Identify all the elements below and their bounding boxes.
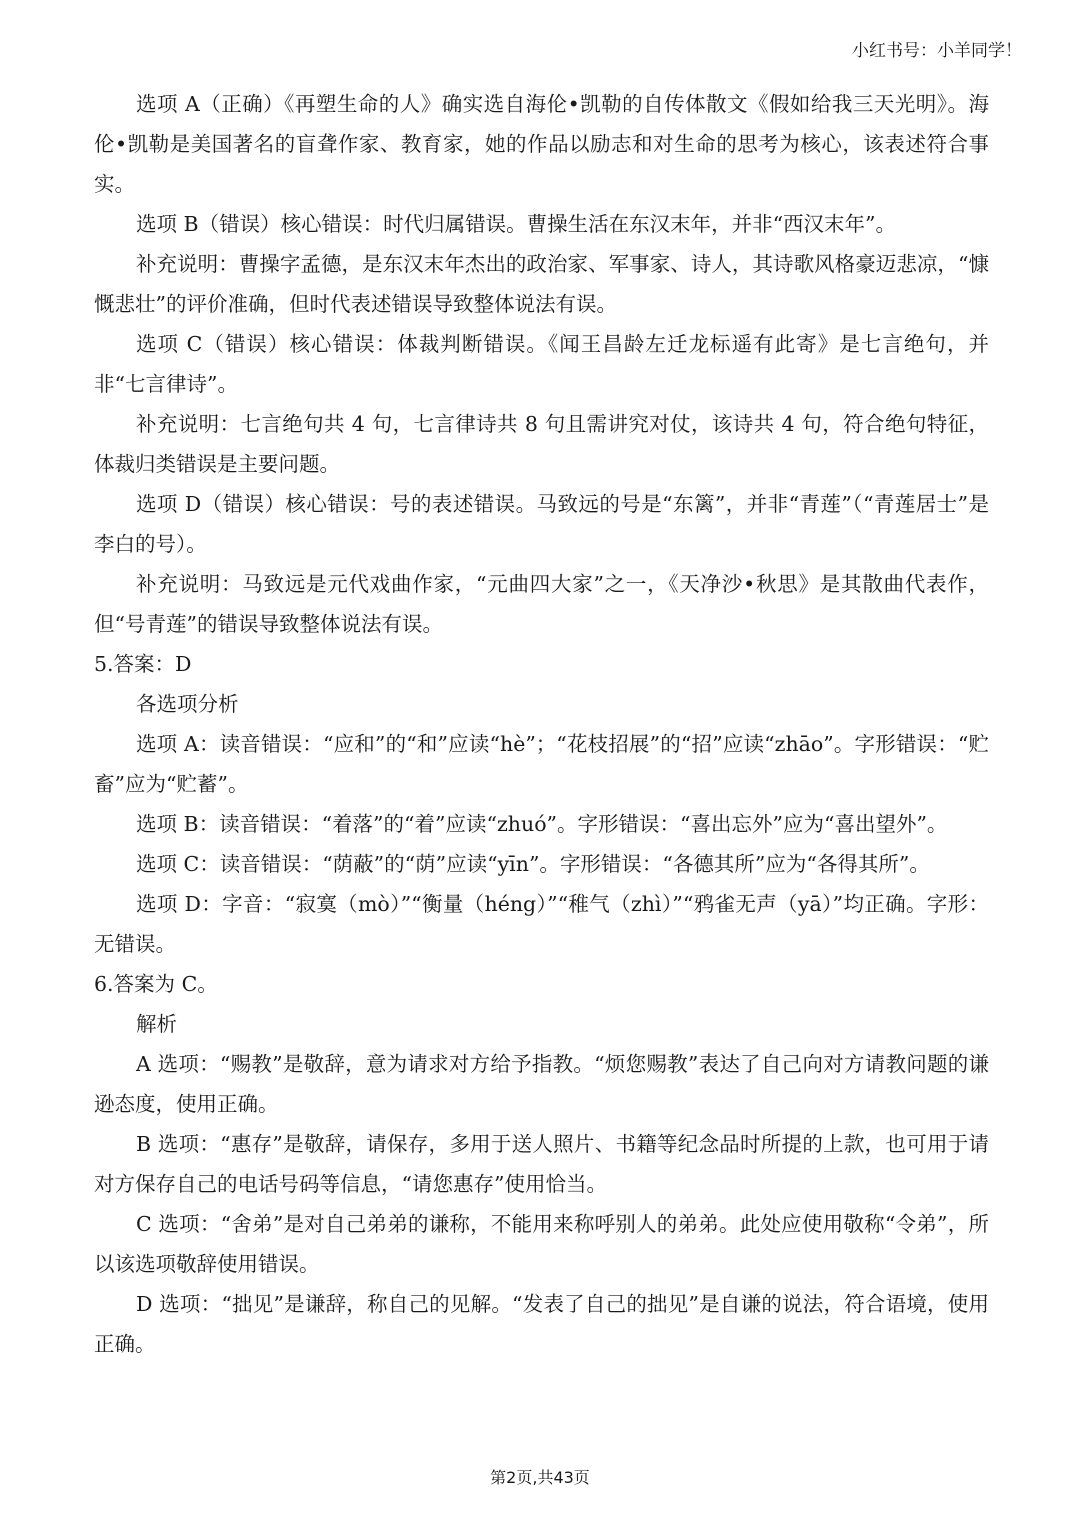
paragraph: 补充说明：七言绝句共 4 句，七言律诗共 8 句且需讲究对仗，该诗共 4 句，符合绝句特征，体裁归类错误是主要问题。: [94, 412, 989, 476]
paragraph: C 选项：“舍弟”是对自己弟弟的谦称，不能用来称呼别人的弟弟。此处应使用敬称“令弟”，所以该选项敬辞使用错误。: [94, 1212, 989, 1276]
paragraph: 选项 A（正确）《再塑生命的人》确实选自海伦•凯勒的自传体散文《假如给我三天光明》。海伦•凯勒是美国著名的盲聋作家、教育家，她的作品以励志和对生命的思考为核心，该表述符合事实。: [94, 92, 989, 196]
paragraph: 选项 D：字音：“寂寞（mò）”“衡量（héng）”“稚气（zhì）”“鸦雀无声（yā）”均正确。字形：无错误。: [94, 892, 989, 956]
document-body: [94, 84, 989, 1364]
paragraph: 选项 C（错误）核心错误：体裁判断错误。《闻王昌龄左迁龙标遥有此寄》是七言绝句，并非“七言律诗”。: [94, 332, 989, 396]
paragraph: 选项 A：读音错误：“应和”的“和”应读“hè”；“花枝招展”的“招”应读“zhāo”。字形错误：“贮畜”应为“贮蓄”。: [94, 732, 989, 796]
paragraph: 选项 D（错误）核心错误：号的表述错误。马致远的号是“东篱”，并非“青莲”（“青莲居士”是李白的号）。: [94, 492, 989, 556]
paragraph: 补充说明：曹操字孟德，是东汉末年杰出的政治家、军事家、诗人，其诗歌风格豪迈悲凉，“慷慨悲壮”的评价准确，但时代表述错误导致整体说法有误。: [94, 252, 989, 316]
paragraph: A 选项：“赐教”是敬辞，意为请求对方给予指教。“烦您赐教”表达了自己向对方请教问题的谦逊态度，使用正确。: [94, 1052, 989, 1116]
paragraph: 选项 B：读音错误：“着落”的“着”应读“zhuó”。字形错误：“喜出忘外”应为“喜出望外”。: [136, 812, 948, 836]
answer-heading: 5.答案：D: [94, 652, 192, 676]
page-number: 第2页,共43页: [490, 1468, 590, 1487]
paragraph: B 选项：“惠存”是敬辞，请保存，多用于送人照片、书籍等纪念品时所提的上款，也可用于请对方保存自己的电话号码等信息，“请您惠存”使用恰当。: [94, 1132, 989, 1196]
section-label: 各选项分析: [136, 692, 239, 716]
answer-heading: 6.答案为 C。: [94, 972, 218, 996]
paragraph: D 选项：“拙见”是谦辞，称自己的见解。“发表了自己的拙见”是自谦的说法，符合语境，使用正确。: [94, 1292, 989, 1356]
paragraph: 选项 B（错误）核心错误：时代归属错误。曹操生活在东汉末年，并非“西汉末年”。: [136, 212, 897, 236]
section-label: 解析: [136, 1012, 177, 1036]
header-note: 小红书号：小羊同学！: [852, 41, 1022, 61]
paragraph: 选项 C：读音错误：“荫蔽”的“荫”应读“yīn”。字形错误：“各德其所”应为“各得其所”。: [136, 852, 930, 876]
paragraph: 补充说明：马致远是元代戏曲作家，“元曲四大家”之一，《天净沙•秋思》是其散曲代表作，但“号青莲”的错误导致整体说法有误。: [94, 572, 989, 636]
